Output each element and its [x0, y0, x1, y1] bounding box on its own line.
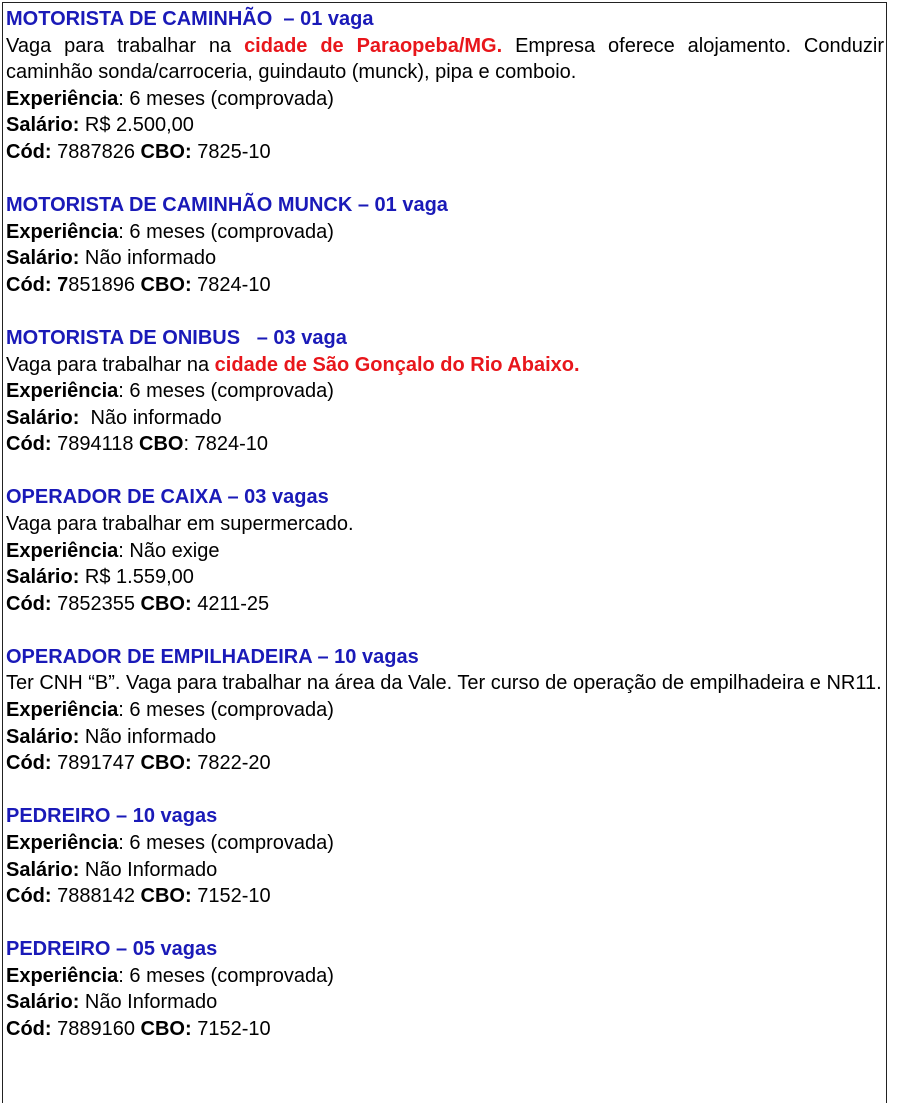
- cbo-value: 7822-20: [191, 752, 271, 775]
- code-line: [6, 883, 884, 910]
- experience-value: : 6 meses (comprovada): [118, 831, 334, 854]
- experience-line: [6, 830, 884, 857]
- experience-line: [6, 963, 884, 990]
- experience-label: Experiência: [6, 380, 119, 403]
- cbo-label: CBO: [139, 433, 184, 456]
- salary-label: Salário:: [6, 114, 80, 137]
- job-title: PEDREIRO – 10 vagas: [6, 805, 218, 828]
- code-value: 851896: [68, 273, 141, 296]
- salary-label: Salário:: [6, 406, 80, 429]
- salary-value: R$ 1.559,00: [79, 566, 194, 589]
- experience-label: Experiência: [6, 831, 119, 854]
- code-label: Cód: 7: [6, 273, 69, 296]
- cbo-value: 7824-10: [191, 273, 271, 296]
- job-title: MOTORISTA DE CAMINHÃO MUNCK – 01 vaga: [6, 194, 448, 217]
- salary-line: [6, 564, 884, 591]
- code-value: 7889160: [51, 1018, 141, 1040]
- cbo-label: CBO:: [140, 1018, 192, 1040]
- job-listing: [6, 6, 884, 1069]
- job-title: OPERADOR DE EMPILHADEIRA – 10 vagas: [6, 645, 419, 668]
- salary-value: Não Informado: [79, 858, 218, 881]
- cbo-label: CBO:: [140, 140, 192, 163]
- cbo-value: 7825-10: [191, 140, 271, 163]
- experience-line: [6, 219, 884, 246]
- job-entry: [6, 644, 884, 777]
- salary-value: Não informado: [79, 247, 217, 270]
- salary-label: Salário:: [6, 858, 80, 881]
- job-title: MOTORISTA DE ONIBUS – 03 vaga: [6, 326, 347, 349]
- salary-line: [6, 857, 884, 884]
- code-value: 7894118: [51, 433, 140, 456]
- job-description: [6, 33, 884, 86]
- job-description: Vaga para trabalhar em supermercado.: [6, 513, 354, 535]
- cbo-label: CBO:: [140, 592, 192, 615]
- experience-value: : 6 meses (comprovada): [118, 964, 334, 987]
- salary-value: Não informado: [79, 406, 222, 429]
- job-description: [6, 352, 884, 379]
- code-line: [6, 272, 884, 299]
- code-value: 7888142: [51, 885, 141, 908]
- salary-value: Não Informado: [79, 991, 218, 1014]
- code-label: Cód:: [6, 592, 52, 615]
- code-value: 7891747: [51, 752, 141, 775]
- experience-label: Experiência: [6, 964, 119, 987]
- experience-value: : Não exige: [118, 539, 220, 562]
- code-line: [6, 750, 884, 777]
- salary-line: [6, 112, 884, 139]
- salary-line: [6, 989, 884, 1016]
- code-line: [6, 431, 884, 458]
- cbo-value: 4211-25: [191, 592, 270, 615]
- salary-line: [6, 724, 884, 751]
- cbo-label: CBO:: [140, 273, 192, 296]
- salary-label: Salário:: [6, 991, 80, 1014]
- job-entry: [6, 192, 884, 298]
- experience-label: Experiência: [6, 539, 119, 562]
- code-label: Cód:: [6, 140, 52, 163]
- experience-label: Experiência: [6, 220, 119, 243]
- job-entry: [6, 484, 884, 617]
- code-value: 7852355: [51, 592, 141, 615]
- description-text: Empresa oferece alojamento. Conduzir caminhão sonda/carroceria, guindauto (munck), pipa e comboio.: [6, 34, 884, 84]
- experience-value: : 6 meses (comprovada): [118, 87, 334, 110]
- salary-label: Salário:: [6, 725, 80, 748]
- salary-label: Salário:: [6, 247, 80, 270]
- job-entry: [6, 325, 884, 458]
- description-text: Vaga para trabalhar na: [6, 353, 215, 376]
- code-label: Cód:: [6, 433, 52, 456]
- code-label: Cód:: [6, 752, 52, 775]
- job-description: Ter CNH “B”. Vaga para trabalhar na área da Vale. Ter curso de operação de empilhadeira e NR11.: [6, 672, 882, 695]
- experience-label: Experiência: [6, 87, 119, 110]
- code-label: Cód:: [6, 885, 52, 908]
- salary-value: Não informado: [79, 725, 217, 748]
- job-entry: [6, 803, 884, 909]
- job-entry: [6, 936, 884, 1042]
- job-title: PEDREIRO – 05 vagas: [6, 938, 218, 961]
- experience-value: : 6 meses (comprovada): [118, 699, 334, 722]
- salary-label: Salário:: [6, 566, 80, 589]
- experience-line: [6, 538, 884, 565]
- cbo-label: CBO:: [140, 885, 192, 908]
- cbo-value: 7152-10: [191, 885, 271, 908]
- experience-line: [6, 697, 884, 724]
- code-line: [6, 1016, 884, 1043]
- experience-value: : 6 meses (comprovada): [118, 380, 334, 403]
- experience-label: Experiência: [6, 699, 119, 722]
- salary-line: [6, 405, 884, 432]
- job-entry: [6, 6, 884, 166]
- salary-value: R$ 2.500,00: [79, 114, 194, 137]
- salary-line: [6, 245, 884, 272]
- code-label: Cód:: [6, 1018, 52, 1040]
- code-line: [6, 139, 884, 166]
- experience-line: [6, 378, 884, 405]
- experience-value: : 6 meses (comprovada): [118, 220, 334, 243]
- job-city: cidade de São Gonçalo do Rio Abaixo.: [214, 353, 580, 376]
- job-title: OPERADOR DE CAIXA – 03 vagas: [6, 486, 329, 509]
- experience-line: [6, 86, 884, 113]
- cbo-value: : 7824-10: [183, 433, 269, 456]
- job-title: MOTORISTA DE CAMINHÃO – 01 vaga: [6, 8, 374, 30]
- cbo-label: CBO:: [140, 752, 192, 775]
- description-text: Vaga para trabalhar na: [6, 34, 245, 57]
- cbo-value: 7152-10: [191, 1018, 271, 1040]
- code-value: 7887826: [51, 140, 141, 163]
- code-line: [6, 591, 884, 618]
- job-city: cidade de Paraopeba/MG.: [244, 34, 503, 57]
